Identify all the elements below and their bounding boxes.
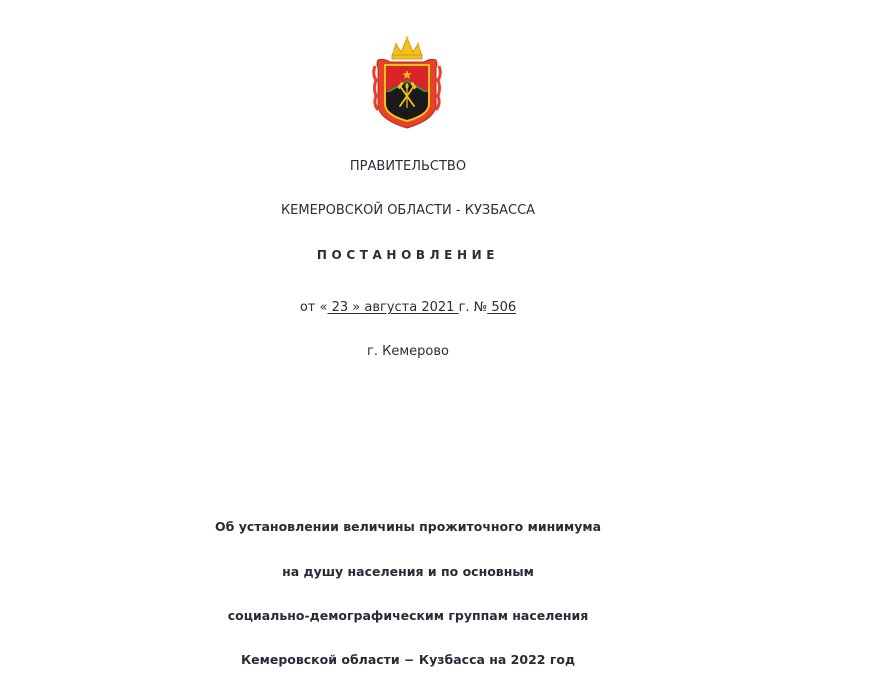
region-heading: КЕМЕРОВСКОЙ ОБЛАСТИ - КУЗБАССА [280,203,536,218]
subject-line-2: на душу населения и по основным [282,564,534,579]
crown-icon [392,36,422,59]
date-month-year: августа 2021 [360,300,459,315]
city-line: г. Кемерово [367,344,449,359]
government-heading: ПРАВИТЕЛЬСТВО [349,159,467,174]
date-prefix: от « [299,300,328,315]
coat-of-arms-icon [372,34,442,130]
date-day: 23 » [327,300,361,315]
document-type-title: ПОСТАНОВЛЕНИЕ [316,248,500,262]
subject-line-3: социально-демографическим группам населения [227,608,589,623]
date-year-suffix: г. № [458,300,488,315]
date-number-line [0,300,816,316]
subject-line-4: Кемеровской области − Кузбасса на 2022 год [240,652,576,667]
document-number: 506 [487,300,517,315]
subject-line-1: Об установлении величины прожиточного минимума [214,519,602,534]
